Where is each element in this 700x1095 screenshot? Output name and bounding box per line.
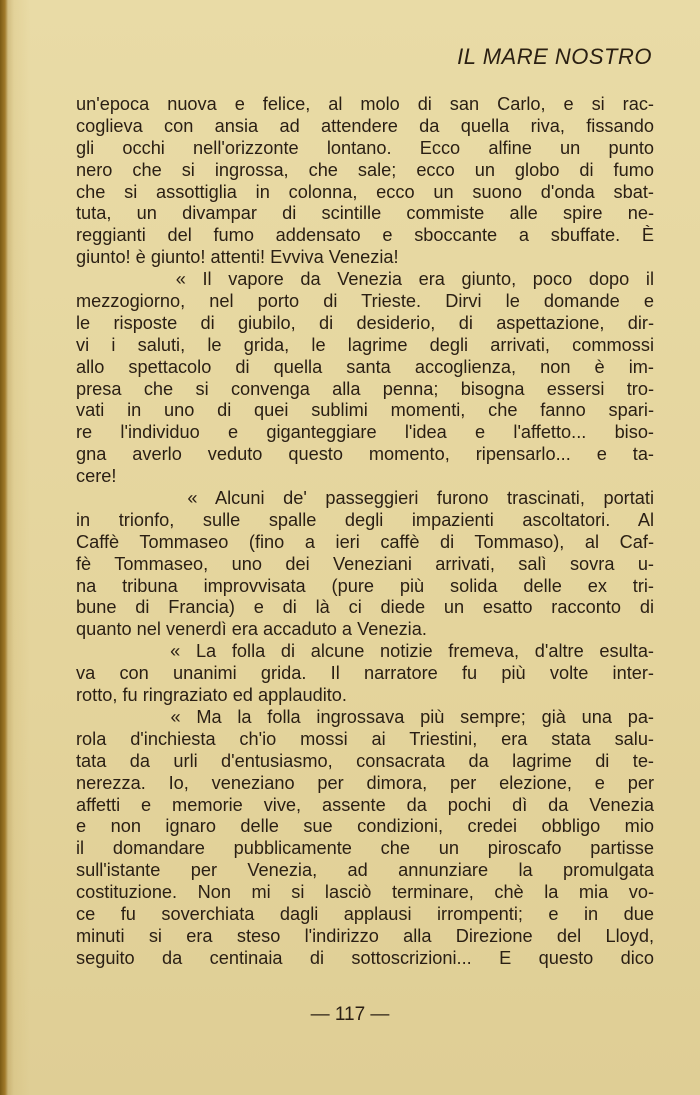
text-line: le risposte di giubilo, di desiderio, di aspettazione, dir- [76,312,654,333]
text-line: mezzogiorno, nel porto di Trieste. Dirvi le domande e [76,291,654,312]
text-line: un'epoca nuova e felice, al molo di san Carlo, e si rac- [76,94,654,114]
text-line: na tribuna improvvisata (pure più solida delle ex tri- [76,575,654,596]
text-line: costituzione. Non mi si lasciò terminare, chè la mia vo- [76,882,654,903]
text-line: in trionfo, sulle spalle degli impazienti ascoltatori. Al [76,509,654,530]
text-line: nerezza. Io, veneziano per dimora, per elezione, e per [76,772,654,793]
text-line: va con unanimi grida. Il narratore fu più volte inter- [76,663,654,684]
text-line: ce fu soverchiata dagli applausi irrompenti; e in due [76,903,654,924]
text-line: cere! [76,466,117,487]
text-line: bune di Francia) e di là ci diede un esatto racconto di [76,597,654,618]
text-line: minuti si era steso l'indirizzo alla Direzione del Lloyd, [76,925,654,946]
text-line: presa che si convenga alla penna; bisogna essersi tro- [76,378,654,399]
text-line: seguito da centinaia di sottoscrizioni... E questo dico [76,947,654,968]
text-line: giunto! è giunto! attenti! Evviva Venezia! [76,247,399,268]
text-line: e non ignaro delle sue condizioni, credei obbligo mio [76,816,654,837]
text-line: re l'individuo e giganteggiare l'idea e l'affetto... biso- [76,422,654,443]
text-line: reggianti del fumo addensato e sboccante a sbuffate. È [76,225,654,246]
text-line: « Alcuni de' passeggieri furono trascinati, portati [76,488,654,509]
text-line: « Il vapore da Venezia era giunto, poco dopo il [76,269,654,290]
text-line: allo spettacolo di quella santa accoglienza, non è im- [76,356,654,377]
text-line: sull'istante per Venezia, ad annunziare la promulgata [76,860,654,881]
text-line: tuta, un divampar di scintille commiste alle spire ne- [76,203,654,224]
text-line: vi i saluti, le grida, le lagrime degli arrivati, commossi [76,334,654,355]
text-line: rotto, fu ringraziato ed applaudito. [76,685,347,706]
text-line: gli occhi nell'orizzonte lontano. Ecco alfine un punto [76,137,654,158]
text-line: rola d'inchiesta ch'io mossi ai Triestini, era stata salu- [76,728,654,749]
text-line: gna averlo veduto questo momento, ripensarlo... e ta- [76,444,654,465]
text-line: vati in uno di quei sublimi momenti, che fanno spari- [76,400,654,421]
text-line: che si assottiglia in colonna, ecco un suono d'onda sbat- [76,181,654,202]
page-spine-shadow [0,0,8,1095]
text-line: quanto nel venerdì era accaduto a Venezia. [76,619,427,640]
text-line: nero che si ingrossa, che sale; ecco un globo di fumo [76,159,654,180]
body-text [76,94,654,970]
text-line: tata da urli d'entusiasmo, consacrata da lagrime di te- [76,750,654,771]
running-header-title: IL MARE NOSTRO [457,44,652,69]
text-line: « Ma la folla ingrossava più sempre; già una pa- [76,706,654,727]
text-line: fè Tommaseo, uno dei Veneziani arrivati, salì sovra u- [76,553,654,574]
text-line: « La folla di alcune notizie fremeva, d'altre esulta- [76,641,654,662]
page-number: — 117 — [310,1004,390,1025]
text-line: Caffè Tommaseo (fino a ieri caffè di Tommaso), al Caf- [76,531,654,552]
text-line: il domandare pubblicamente che un piroscafo partisse [76,838,654,859]
text-line: coglieva con ansia ad attendere da quella riva, fissando [76,115,654,136]
text-line: affetti e memorie vive, assente da pochi dì da Venezia [76,794,654,815]
